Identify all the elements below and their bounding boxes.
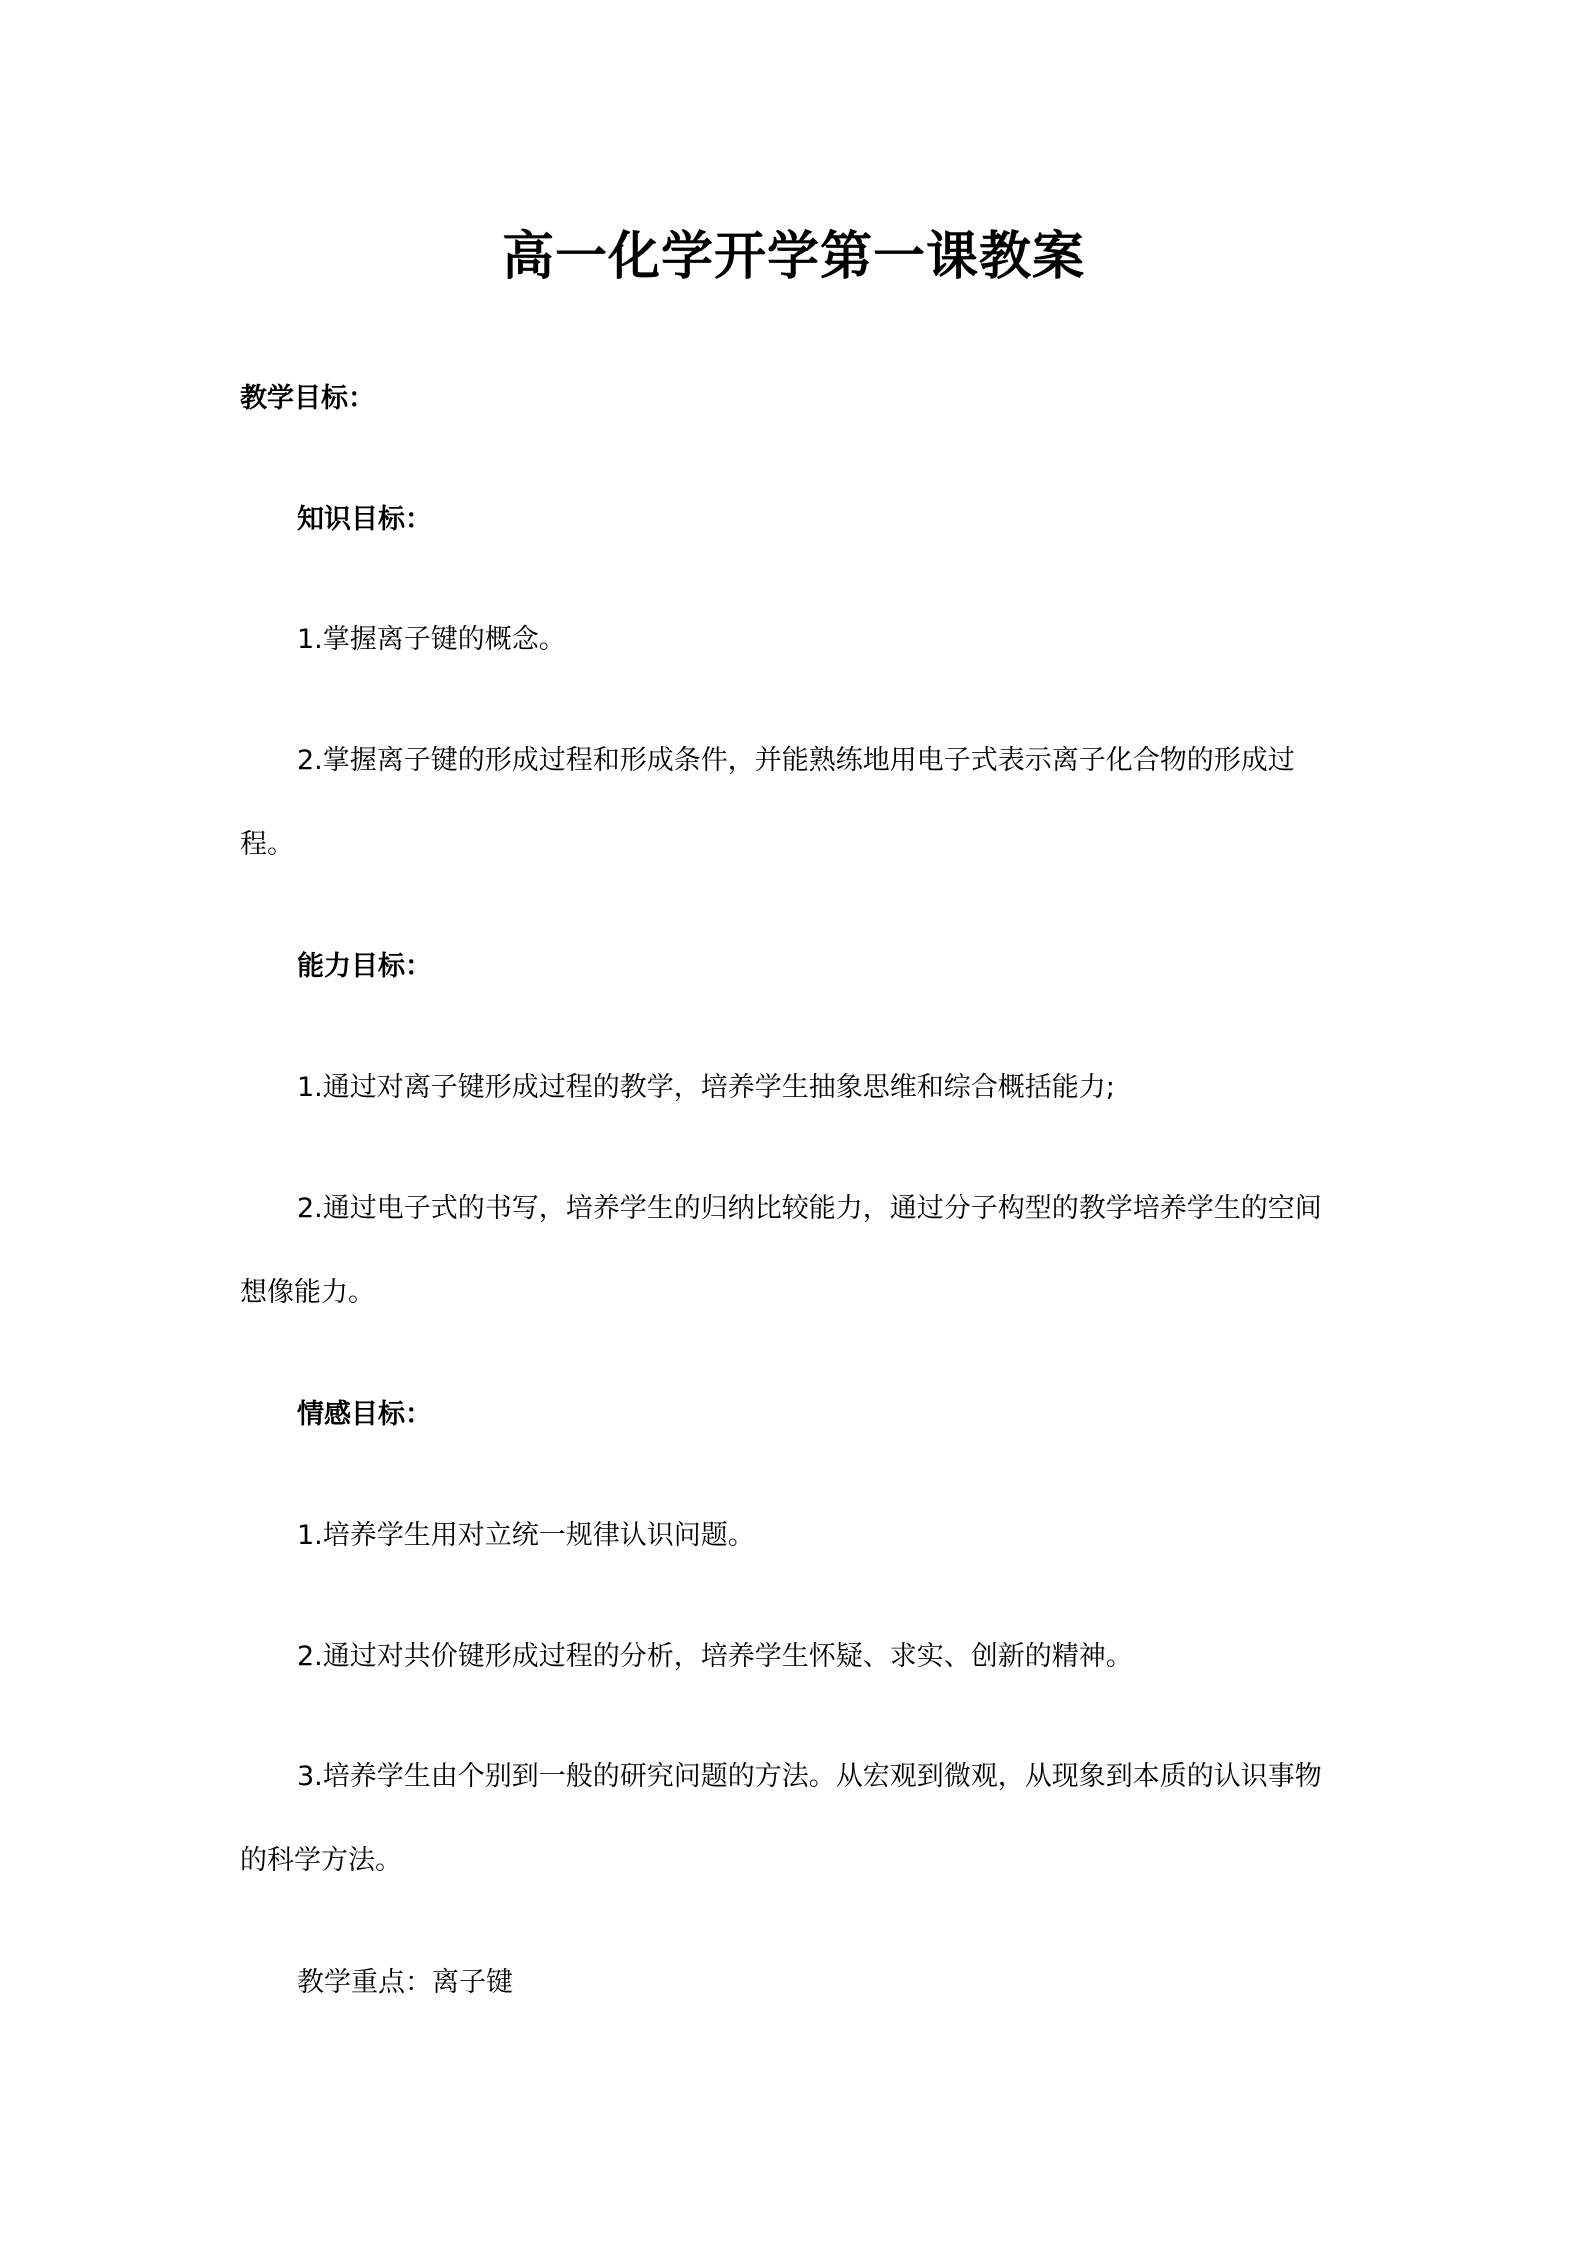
emotion-goal-2: 2.通过对共价键形成过程的分析，培养学生怀疑、求实、创新的精神。 xyxy=(297,1641,1133,1672)
emotion-goals-heading: 情感目标： xyxy=(297,1399,432,1430)
ability-goal-2-line-2: 想像能力。 xyxy=(240,1277,375,1308)
document-title: 高一化学开学第一课教案 xyxy=(501,227,1085,287)
knowledge-goals-heading: 知识目标： xyxy=(297,504,432,535)
emotion-goal-3-line-1: 3.培养学生由个别到一般的研究问题的方法。从宏观到微观，从现象到本质的认识事物 xyxy=(297,1761,1322,1792)
ability-goal-1: 1.通过对离子键形成过程的教学，培养学生抽象思维和综合概括能力; xyxy=(297,1072,1115,1103)
ability-goal-2-line-1: 2.通过电子式的书写，培养学生的归纳比较能力，通过分子构型的教学培养学生的空间 xyxy=(297,1193,1322,1224)
key-point: 教学重点：离子键 xyxy=(297,1967,513,1998)
emotion-goal-1: 1.培养学生用对立统一规律认识问题。 xyxy=(297,1520,755,1551)
knowledge-goal-1: 1.掌握离子键的概念。 xyxy=(297,624,566,655)
emotion-goal-3-line-2: 的科学方法。 xyxy=(240,1845,402,1876)
ability-goals-heading: 能力目标： xyxy=(297,951,432,982)
knowledge-goal-2-line-2: 程。 xyxy=(240,829,294,860)
teaching-goals-heading: 教学目标： xyxy=(240,383,375,414)
knowledge-goal-2-line-1: 2.掌握离子键的形成过程和形成条件，并能熟练地用电子式表示离子化合物的形成过 xyxy=(297,745,1295,776)
